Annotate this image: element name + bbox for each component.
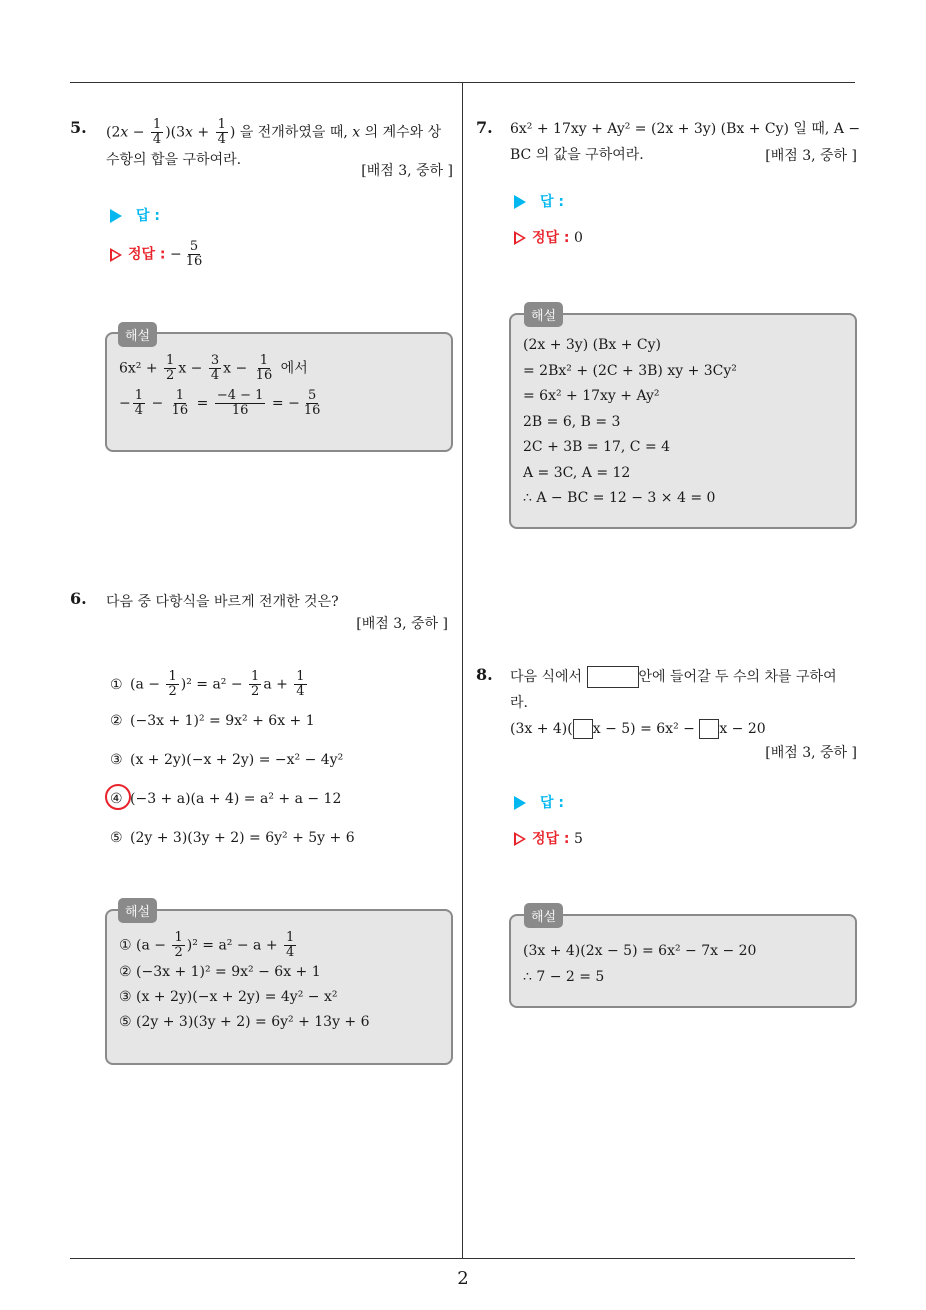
question-text: 6x² + 17xy + Ay² = (2x + 3y) (Bx + Cy) 일 때, A − BC 의 값을 구하여라. — [510, 121, 861, 163]
score-meta: [배점 3, 중하 ] — [356, 616, 448, 632]
fraction: $\frac{5}{16}$ — [185, 239, 203, 269]
play-triangle-icon — [514, 796, 526, 810]
answer-row[interactable]: 답 : — [514, 792, 564, 812]
fraction: $\frac{1}{4}$ — [217, 117, 226, 147]
option-2[interactable]: ② (−3x + 1)² = 9x² + 6x + 1 — [110, 713, 315, 729]
score-meta: [배점 3, 중하 ] — [361, 163, 453, 179]
option-4[interactable]: ④ (−3 + a)(a + 4) = a² + a − 12 — [110, 791, 342, 807]
option-5[interactable]: ⑤ (2y + 3)(3y + 2) = 6y² + 5y + 6 — [110, 830, 355, 846]
solution-box: (2x + 3y) (Bx + Cy) = 2Bx² + (2C + 3B) xy + 3Cy² = 6x² + 17xy + Ay² 2B = 6, B = 3 2C + 3B = 17, C = 4 A = 3C, A = 12 ∴ A − BC = 12 − 3 × 4 = 0 — [509, 313, 857, 529]
solution-box: (3x + 4)(2x − 5) = 6x² − 7x − 20 ∴ 7 − 2 = 5 — [509, 914, 857, 1008]
column-divider — [462, 82, 463, 1259]
solution-tag: 해설 — [524, 302, 563, 327]
question-number: 5. — [70, 118, 87, 137]
outline-triangle-icon — [514, 231, 526, 245]
question-number: 8. — [476, 665, 493, 684]
solution-box: 6x² + $\frac{1}{2}$ x − $\frac{3}{4}$ x − $\frac{1}{16}$ 에서 − $\frac{1}{4}$ − $\frac{1}{16}$ = $\frac{-4 - 1}{16}$ = − $\frac{5}{16}$ — [105, 332, 453, 452]
solution-tag: 해설 — [524, 903, 563, 928]
fraction: $\frac{1}{4}$ — [152, 117, 162, 147]
question-text: 다음 중 다항식을 바르게 전개한 것은? — [106, 594, 339, 610]
score-meta: [배점 3, 중하 ] — [765, 745, 857, 761]
option-3[interactable]: ③ (x + 2y)(−x + 2y) = −x² − 4y² — [110, 752, 344, 768]
page-number: 2 — [457, 1268, 469, 1289]
question-text: 다음 식에서 안에 들어갈 두 수의 차를 구하여 라. (3x + 4)( x − 5) = 6x² − x − 20 — [510, 664, 860, 742]
correct-answer-row: 정답 : 0 — [514, 227, 583, 247]
play-triangle-icon — [110, 209, 122, 223]
correct-answer-row: 정답 : − $\frac{5}{16}$ — [110, 240, 206, 269]
blank-box — [699, 719, 719, 739]
blank-box — [573, 719, 593, 739]
question-text: (2x − $\frac{1}{4}$ )(3x + $\frac{1}{4}$ ) 을 전개하였을 때, x 의 계수와 상 수항의 합을 구하여라. — [106, 117, 442, 168]
question-number: 6. — [70, 589, 87, 608]
blank-box — [587, 666, 639, 688]
outline-triangle-icon — [514, 832, 526, 846]
solution-tag: 해설 — [118, 322, 157, 347]
answer-row[interactable]: 답 : — [110, 205, 160, 225]
question-number: 7. — [476, 118, 493, 137]
answer-row[interactable]: 답 : — [514, 191, 564, 211]
score-meta: [배점 3, 중하 ] — [765, 148, 857, 164]
solution-tag: 해설 — [118, 898, 157, 923]
option-1[interactable]: ① (a − $\frac{1}{2}$ )² = a² − $\frac{1}{2}$ a + $\frac{1}{4}$ — [110, 669, 305, 699]
solution-box: ① (a − $\frac{1}{2}$ )² = a² − a + $\frac{1}{4}$ ② (−3x + 1)² = 9x² − 6x + 1 ③ (x + 2y)(−x + 2y) = 4y² − x² ⑤ (2y + 3)(3y + 2) = 6y² + 13y + 6 — [105, 909, 453, 1065]
outline-triangle-icon — [110, 248, 122, 262]
play-triangle-icon — [514, 195, 526, 209]
correct-answer-row: 정답 : 5 — [514, 828, 583, 848]
